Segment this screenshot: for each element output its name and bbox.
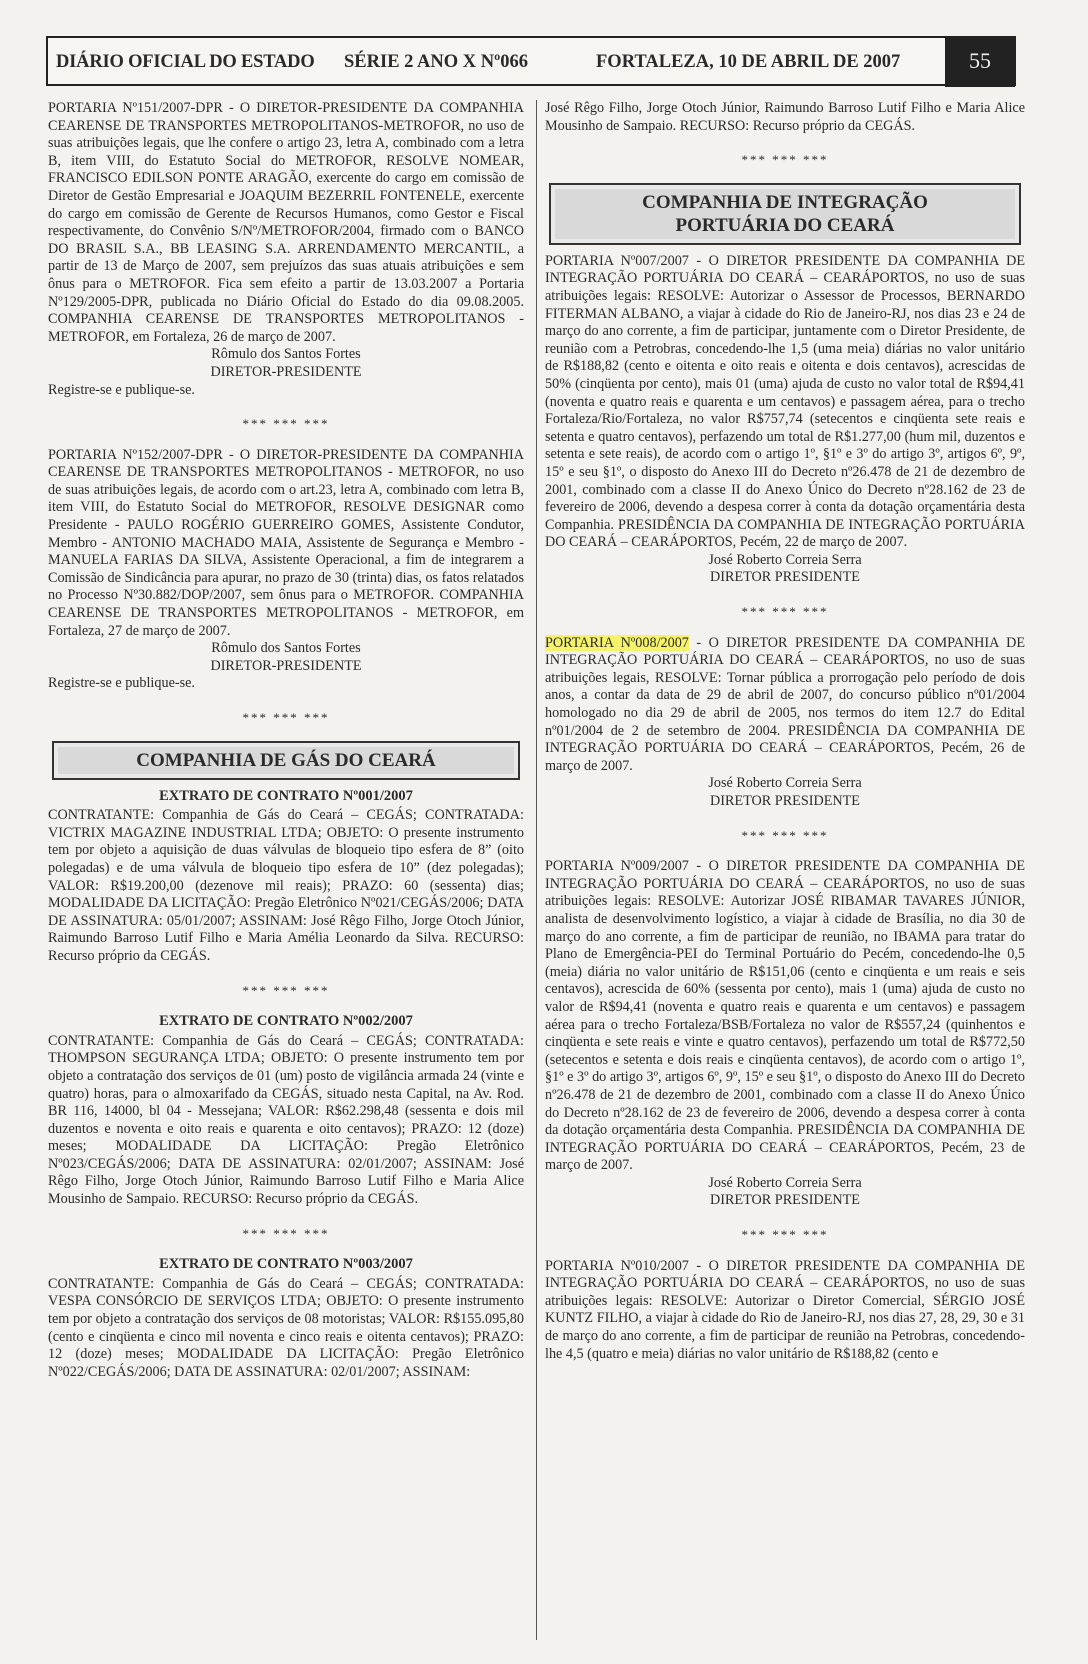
portaria-151-register: Registre-se e publique-se. bbox=[48, 381, 195, 398]
separator-stars: *** *** *** bbox=[741, 604, 829, 620]
separator-stars: *** *** *** bbox=[242, 982, 330, 998]
newspaper-title: DIÁRIO OFICIAL DO ESTADO bbox=[56, 52, 315, 72]
portaria-010-text: PORTARIA Nº010/2007 - O DIRETOR PRESIDENTE DA COMPANHIA DE INTEGRAÇÃO PORTUÁRIA DO CEARÁ – CEARÁPORTOS, no uso de suas atribuições legais: RESOLVE: Autorizar o Diretor Comercial, SÉRGIO JOSÉ KUNTZ FILHO, a viajar à cidade do Rio de Janeiro-RJ, nos dias 27, 28, 29, 30 e 31 de março do ano corrente, a fim de participar de reunião na Petrobras, concedendo-lhe 4,5 (quatro e meia) diárias no valor unitário de R$188,82 (cento e bbox=[545, 1257, 1025, 1362]
section-header-gas: COMPANHIA DE GÁS DO CEARÁ bbox=[52, 741, 520, 780]
portaria-008-signature-title: DIRETOR PRESIDENTE bbox=[710, 793, 860, 809]
portaria-152-text: PORTARIA Nº152/2007-DPR - O DIRETOR-PRESIDENTE DA COMPANHIA CEARENSE DE TRANSPORTES METROPOLITANOS - METROFOR, no uso de suas atribuições legais, de acordo com o art.23, letra A, combinado com letra B, item VIII, do Estatuto Social do METROFOR, RESOLVE DESIGNAR como Presidente - PAULO ROGÉRIO GUERREIRO GOMES, Assistente Condutor, Membro - ANTONIO MACHADO MAIA, Assistente de Segurança e Membro - MANUELA FARIAS DA SILVA, Assistente Operacional, a fim de integrarem a Comissão de Sindicância para apurar, no prazo de 30 (trinta) dias, os fatos relatados no Processo Nº30.882/DOP/2007, sem ônus para o METROFOR. COMPANHIA CEARENSE DE TRANSPORTES METROPOLITANOS - METROFOR, em Fortaleza, 27 de março de 2007. bbox=[48, 446, 524, 639]
extrato-001-text: CONTRATANTE: Companhia de Gás do Ceará – CEGÁS; CONTRATADA: VICTRIX MAGAZINE INDUSTRIAL LTDA; OBJETO: O presente instrumento tem por objeto a aquisição de duas válvulas de bloqueio tipo esfera de 8” (oito polegadas) e de uma válvula de bloqueio tipo esfera de 10” (dez polegadas); VALOR: R$19.200,00 (dezenove mil reais); PRAZO: 60 (sessenta) dias; MODALIDADE DA LICITAÇÃO: Pregão Eletrônico Nº021/CEGÁS/2006; DATA DE ASSINATURA: 05/01/2007; ASSINAM: José Rêgo Filho, Jorge Otoch Júnior, Raimundo Barroso Lutif Filho e Maria Amélia Leonardo da Silva. RECURSO: Recurso próprio da CEGÁS. bbox=[48, 807, 524, 964]
portaria-152-signature-title: DIRETOR-PRESIDENTE bbox=[210, 657, 362, 674]
portaria-151-signature-title: DIRETOR-PRESIDENTE bbox=[210, 363, 362, 380]
continued-text: José Rêgo Filho, Jorge Otoch Júnior, Raimundo Barroso Lutif Filho e Maria Alice Mousinho de Sampaio. RECURSO: Recurso próprio da CEGÁS. bbox=[545, 100, 1025, 134]
separator-stars: *** *** *** bbox=[242, 416, 330, 432]
portaria-007-signature-name: José Roberto Correia Serra bbox=[708, 551, 862, 568]
page-header bbox=[46, 36, 1016, 86]
column-divider bbox=[536, 100, 537, 1640]
left-column bbox=[48, 100, 524, 1381]
extrato-001-title: EXTRATO DE CONTRATO Nº001/2007 bbox=[159, 787, 413, 804]
portaria-008-signature-name: José Roberto Correia Serra bbox=[708, 775, 862, 792]
extrato-002-text: CONTRATANTE: Companhia de Gás do Ceará – CEGÁS; CONTRATADA: THOMPSON SEGURANÇA LTDA; OBJETO: O presente instrumento tem por objeto a contratação dos serviços de 01 (um) posto de vigilância armada 24 (vinte e quatro) horas, para o almoxarifado da CEGÁS, situado nesta Capital, na Av. Rod. BR 116, 14000, bl 04 - Messejana; VALOR: R$62.298,48 (sessenta e dois mil duzentos e noventa e oito reais e quarenta e oito centavos); PRAZO: 12 (doze) meses; MODALIDADE DA LICITAÇÃO: Pregão Eletrônico Nº023/CEGÁS/2006; DATA DE ASSINATURA: 02/01/2007; ASSINAM: José Rêgo Filho, Jorge Otoch Júnior, Raimundo Barroso Lutif Filho e Maria Alice Mousinho de Sampaio. RECURSO: Recurso próprio da CEGÁS. bbox=[48, 1032, 524, 1208]
extrato-003-title: EXTRATO DE CONTRATO Nº003/2007 bbox=[159, 1256, 413, 1273]
portaria-152-register: Registre-se e publique-se. bbox=[48, 675, 195, 692]
section-header-ports-line2: PORTUÁRIA DO CEARÁ bbox=[675, 214, 895, 236]
right-column bbox=[545, 100, 1025, 1363]
issue-series: SÉRIE 2 ANO X Nº066 bbox=[344, 52, 528, 72]
portaria-008-highlight: PORTARIA Nº008/2007 bbox=[545, 634, 689, 651]
portaria-009-signature-name: José Roberto Correia Serra bbox=[708, 1174, 862, 1191]
separator-stars: *** *** *** bbox=[242, 710, 330, 725]
portaria-008-text: - O DIRETOR PRESIDENTE DA COMPANHIA DE INTEGRAÇÃO PORTUÁRIA DO CEARÁ – CEARÁPORTOS, no uso de suas atribuições legais, RESOLVE: Tornar pública a prorrogação pelo período de dois anos, a contar da data de 29 de abril de 2007, do concurso público nº01/2004 homologado no dia 29 de abril de 2005, nos termos do item 12.7 do Edital nº01/2004 de 2 de setembro de 2004. PRESIDÊNCIA DA COMPANHIA DE INTEGRAÇÃO PORTUÁRIA DO CEARÁ – CEARÁPORTOS, Pecém, 26 de março de 2007. bbox=[545, 634, 1025, 774]
extrato-002-title: EXTRATO DE CONTRATO Nº002/2007 bbox=[159, 1013, 413, 1030]
section-header-ports-line1: COMPANHIA DE INTEGRAÇÃO bbox=[642, 191, 928, 213]
portaria-152-signature-name: Rômulo dos Santos Fortes bbox=[211, 640, 361, 657]
portaria-151-text: PORTARIA Nº151/2007-DPR - O DIRETOR-PRESIDENTE DA COMPANHIA CEARENSE DE TRANSPORTES METROPOLITANOS-METROFOR, no uso de suas atribuições legais, que lhe confere o artigo 23, letra A, combinado com a letra B, item VIII, do Estatuto Social do METROFOR, RESOLVE NOMEAR, FRANCISCO EDILSON PONTE ARAGÃO, exercente do cargo em comissão de Diretor de Gestão Empresarial e JOAQUIM BEZERRIL FONTENELE, exercente do cargo em comissão de Gerente de Recursos Humanos, como Gestor e Fiscal respectivamente, do Convênio S/Nº/METROFOR/2004, firmado com o BANCO DO BRASIL S.A., BB LEASING S.A. ARRENDAMENTO MERCANTIL, a partir de 13 de Março de 2007, sem prejuízos das suas atuais atribuições e sem ônus para o METROFOR. Fica sem efeito a partir de 13.03.2007 a Portaria Nº129/2005-DPR, publicada no Diário Oficial do Estado do dia 09.08.2005. COMPANHIA CEARENSE DE TRANSPORTES METROPOLITANOS - METROFOR, em Fortaleza, 26 de março de 2007. bbox=[48, 100, 524, 345]
portaria-008-paragraph bbox=[545, 635, 1025, 776]
portaria-009-signature-title: DIRETOR PRESIDENTE bbox=[710, 1192, 860, 1209]
portaria-151-signature-name: Rômulo dos Santos Fortes bbox=[211, 346, 361, 363]
page-number: 55 bbox=[945, 37, 1015, 87]
separator-stars: *** *** *** bbox=[741, 152, 829, 168]
section-header-ports bbox=[549, 183, 1021, 245]
issue-date: FORTALEZA, 10 DE ABRIL DE 2007 bbox=[596, 52, 901, 72]
separator-stars: *** *** *** bbox=[741, 1227, 829, 1243]
portaria-007-signature-title: DIRETOR PRESIDENTE bbox=[710, 569, 860, 586]
portaria-007-text: PORTARIA Nº007/2007 - O DIRETOR PRESIDENTE DA COMPANHIA DE INTEGRAÇÃO PORTUÁRIA DO CEARÁ – CEARÁPORTOS, no uso de suas atribuições legais: RESOLVE: Autorizar o Assessor de Processos, BERNARDO FITERMAN ALBANO, a viajar à cidade do Rio de Janeiro-RJ, nos dias 23 e 24 de março do ano corrente, a fim de participar, juntamente com o Diretor Presidente, de reunião com a Petrobras, concedendo-lhe 1,5 (uma meia) diárias no valor unitário de R$188,82 (cento e oitenta e oito reais e oitenta e dois centavos), acrescidas de 50% (cinqüenta por cento), mais 01 (uma) ajuda de custo no valor total de R$94,41 (noventa e quatro reais e quarenta e um centavos) e passagem aérea, para o trecho Fortaleza/Rio/Fortaleza, no valor R$757,74 (setecentos e cinqüenta sete reais e setenta e quatro centavos), perfazendo um total de R$1.277,00 (hum mil, duzentos e setenta e sete reais), de acordo com o artigo 1º, §1º e 3º do artigo 3º, artigos 6º, 9º, 15º e seu §1º, o disposto do Anexo III do Decreto nº26.478 de 21 de dezembro de 2001, combinado com a classe II do Anexo Único do Decreto nº28.162 de 23 de fevereiro de 2006, devendo a despesa correr à conta da dotação orçamentária desta Companhia. PRESIDÊNCIA DA COMPANHIA DE INTEGRAÇÃO PORTUÁRIA DO CEARÁ – CEARÁPORTOS, Pecém, 22 de março de 2007. bbox=[545, 252, 1025, 551]
separator-stars: *** *** *** bbox=[741, 827, 829, 843]
portaria-009-text: PORTARIA Nº009/2007 - O DIRETOR PRESIDENTE DA COMPANHIA DE INTEGRAÇÃO PORTUÁRIA DO CEARÁ – CEARÁPORTOS, no uso de suas atribuições legais: RESOLVE: Autorizar JOSÉ RIBAMAR TAVARES JÚNIOR, analista de desenvolvimento logístico, a viajar à cidade de Brasília, no dia 30 de março do ano corrente, a fim de participar de reunião, no IBAMA para tratar do Plano de Emergência-PEI do Terminal Portuário do Pecém, concedendo-lhe 0,5 (meia) diária no valor unitário de R$151,06 (cento e cinqüenta e um reais e seis centavos), acrescida de 60% (sessenta por cento), mais 1 (uma) ajuda de custo no valor de R$94,41 (noventa e quatro reais e quarenta e um centavos) e passagem aérea para o trecho Fortaleza/BSB/Fortaleza no valor de R$557,24 (quinhentos e cinqüenta e sete reais e vinte e quatro centavos), perfazendo um total de R$772,50 (setecentos e setenta e dois reais e cinqüenta centavos), de acordo com o artigo 1º, §1º e 3º do artigo 3º, artigos 6º, 9º, 15º e seu §1º, o disposto do Anexo III do Decreto nº26.478 de 21 de dezembro de 2001, combinado com a classe II do Anexo Único do Decreto nº28.162 de 23 de fevereiro de 2006, devendo a despesa correr à conta da dotação orçamentária desta Companhia. PRESIDÊNCIA DA COMPANHIA DE INTEGRAÇÃO PORTUÁRIA DO CEARÁ – CEARÁPORTOS, Pecém, 23 de março de 2007. bbox=[545, 858, 1025, 1174]
extrato-003-text: CONTRATANTE: Companhia de Gás do Ceará – CEGÁS; CONTRATADA: VESPA CONSÓRCIO DE SERVIÇOS LTDA; OBJETO: O presente instrumento tem por objeto a contratação dos serviços de 08 motoristas; VALOR: R$155.095,80 (cento e cinqüenta e cinco mil noventa e cinco reais e oitenta centavos); PRAZO: 12 (doze) meses; MODALIDADE DA LICITAÇÃO: Pregão Eletrônico Nº022/CEGÁS/2006; DATA DE ASSINATURA: 02/01/2007; ASSINAM: bbox=[48, 1275, 524, 1380]
separator-stars: *** *** *** bbox=[242, 1225, 330, 1241]
